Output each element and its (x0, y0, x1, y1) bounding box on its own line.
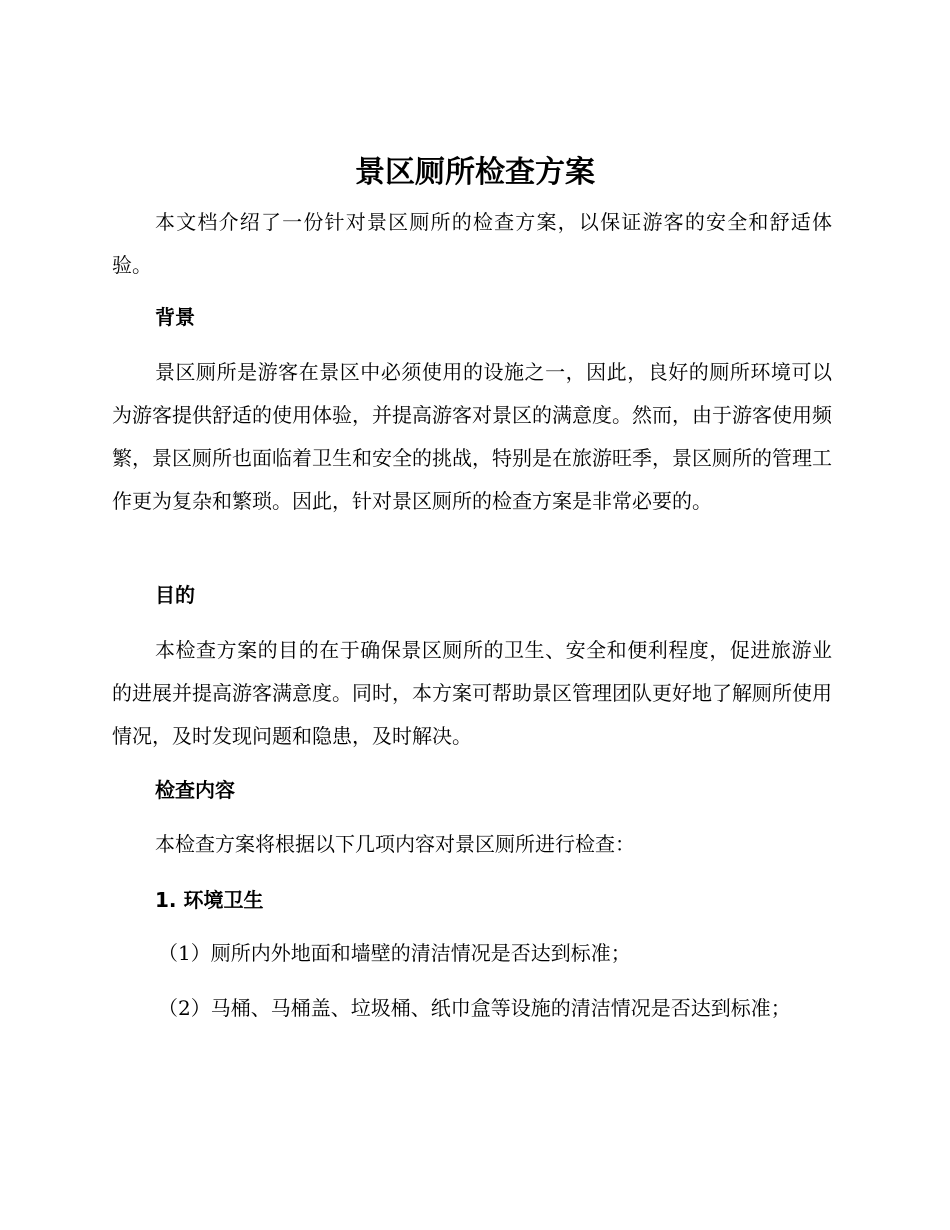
section-heading-purpose: 目的 (155, 583, 195, 607)
inspection-content-paragraph: 本检查方案将根据以下几项内容对景区厕所进行检查： (155, 832, 635, 856)
section-heading-inspection-content: 检查内容 (155, 778, 235, 802)
document-title: 景区厕所检查方案 (355, 155, 595, 190)
subsection-heading-hygiene: 1. 环境卫生 (155, 888, 264, 912)
purpose-paragraph: 本检查方案的目的在于确保景区厕所的卫生、安全和便利程度，促进旅游业的进展并提高游客满意度。同时，本方案可帮助景区管理团队更好地了解厕所使用情况，及时发现问题和隐患，及时解决。 (112, 638, 832, 748)
hygiene-item-1: （1）厕所内外地面和墙壁的清洁情况是否达到标准； (158, 941, 631, 965)
hygiene-item-2: （2）马桶、马桶盖、垃圾桶、纸巾盒等设施的清洁情况是否达到标准； (158, 996, 791, 1020)
background-paragraph: 景区厕所是游客在景区中必须使用的设施之一，因此，良好的厕所环境可以为游客提供舒适的使用体验，并提高游客对景区的满意度。然而，由于游客使用频繁，景区厕所也面临着卫生和安全的挑战，特别是在旅游旺季，景区厕所的管理工作更为复杂和繁琐。因此，针对景区厕所的检查方案是非常必要的。 (112, 360, 832, 513)
section-heading-background: 背景 (155, 305, 195, 329)
intro-paragraph: 本文档介绍了一份针对景区厕所的检查方案，以保证游客的安全和舒适体验。 (112, 210, 832, 277)
